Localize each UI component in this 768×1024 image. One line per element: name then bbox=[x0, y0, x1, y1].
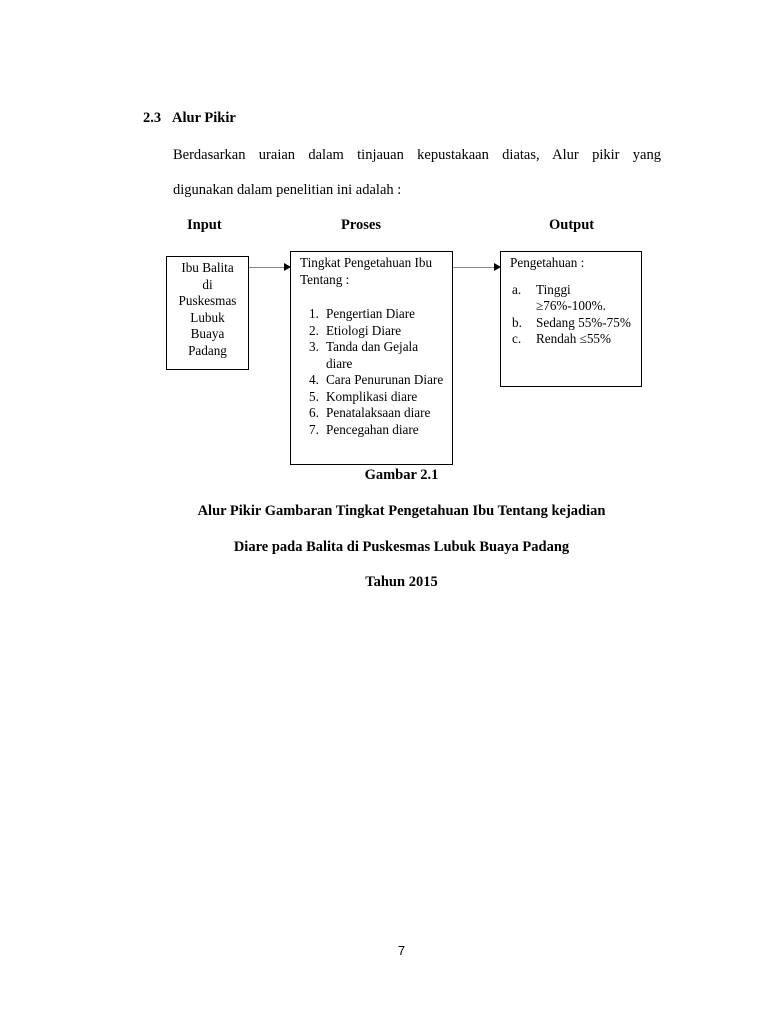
list-item-text: Pencegahan diare bbox=[326, 421, 419, 437]
list-item-text: Etiologi Diare bbox=[326, 322, 402, 338]
list-item-text: Komplikasi diare bbox=[326, 388, 418, 404]
list-marker: c. bbox=[512, 331, 522, 346]
input-box bbox=[166, 256, 249, 370]
section-title: Alur Pikir bbox=[172, 110, 236, 126]
list-item bbox=[510, 331, 634, 348]
output-title: Pengetahuan : bbox=[510, 255, 585, 270]
list-item bbox=[300, 323, 446, 340]
output-header: Output bbox=[549, 217, 595, 233]
list-item bbox=[300, 372, 446, 389]
list-item bbox=[300, 389, 446, 406]
list-marker: 4. bbox=[309, 372, 319, 387]
figure-label: Gambar 2.1 bbox=[364, 467, 439, 483]
process-header: Proses bbox=[341, 217, 382, 233]
arrow-input-to-process bbox=[249, 267, 290, 268]
list-item bbox=[300, 405, 446, 422]
input-line: Lubuk bbox=[190, 309, 225, 325]
list-marker: a. bbox=[512, 281, 522, 297]
input-line: Puskesmas bbox=[178, 293, 237, 308]
caption-line-3: Tahun 2015 bbox=[365, 574, 438, 590]
list-item-text: Sedang 55%-75% bbox=[536, 314, 631, 330]
list-marker: 7. bbox=[309, 421, 319, 437]
list-item-text: Penatalaksaan diare bbox=[326, 405, 431, 420]
arrow-process-to-output bbox=[453, 267, 500, 268]
list-marker: 2. bbox=[309, 322, 319, 338]
page-number: 7 bbox=[397, 943, 406, 958]
output-list bbox=[510, 282, 641, 348]
list-marker: 3. bbox=[309, 339, 319, 354]
list-item-text: Cara Penurunan Diare bbox=[326, 372, 444, 387]
input-line: Buaya bbox=[190, 326, 225, 341]
list-item bbox=[300, 306, 446, 323]
list-item bbox=[510, 315, 634, 332]
list-item bbox=[300, 422, 446, 439]
caption-line-2: Diare pada Balita di Puskesmas Lubuk Buaya Padang bbox=[233, 539, 570, 555]
list-marker: 1. bbox=[309, 306, 319, 321]
list-marker: 6. bbox=[309, 405, 319, 420]
paragraph-line-1: Berdasarkan uraian dalam tinjauan kepustakaan diatas, Alur pikir yang bbox=[173, 147, 661, 163]
section-number: 2.3 bbox=[143, 110, 162, 126]
process-list bbox=[300, 306, 452, 438]
caption-line-1: Alur Pikir Gambaran Tingkat Pengetahuan Ibu Tentang kejadian bbox=[197, 503, 606, 519]
list-marker: b. bbox=[512, 314, 522, 330]
list-item-text: Tinggi ≥76%-100%. bbox=[536, 281, 606, 313]
list-item-text: Rendah ≤55% bbox=[536, 331, 611, 346]
paragraph-line-2: digunakan dalam penelitian ini adalah : bbox=[173, 182, 402, 198]
list-marker: 5. bbox=[309, 388, 319, 404]
list-item-text: Tanda dan Gejala diare bbox=[326, 339, 419, 371]
input-line: di bbox=[202, 276, 213, 292]
list-item-text: Pengertian Diare bbox=[326, 306, 415, 321]
section-heading bbox=[143, 110, 236, 127]
list-item bbox=[300, 339, 446, 372]
process-title: Tingkat Pengetahuan Ibu Tentang : bbox=[300, 255, 433, 287]
process-box bbox=[290, 251, 453, 465]
output-box bbox=[500, 251, 642, 387]
input-header: Input bbox=[187, 217, 222, 233]
list-item bbox=[510, 282, 634, 315]
input-line: Padang bbox=[188, 342, 227, 358]
input-line: Ibu Balita bbox=[181, 260, 234, 275]
